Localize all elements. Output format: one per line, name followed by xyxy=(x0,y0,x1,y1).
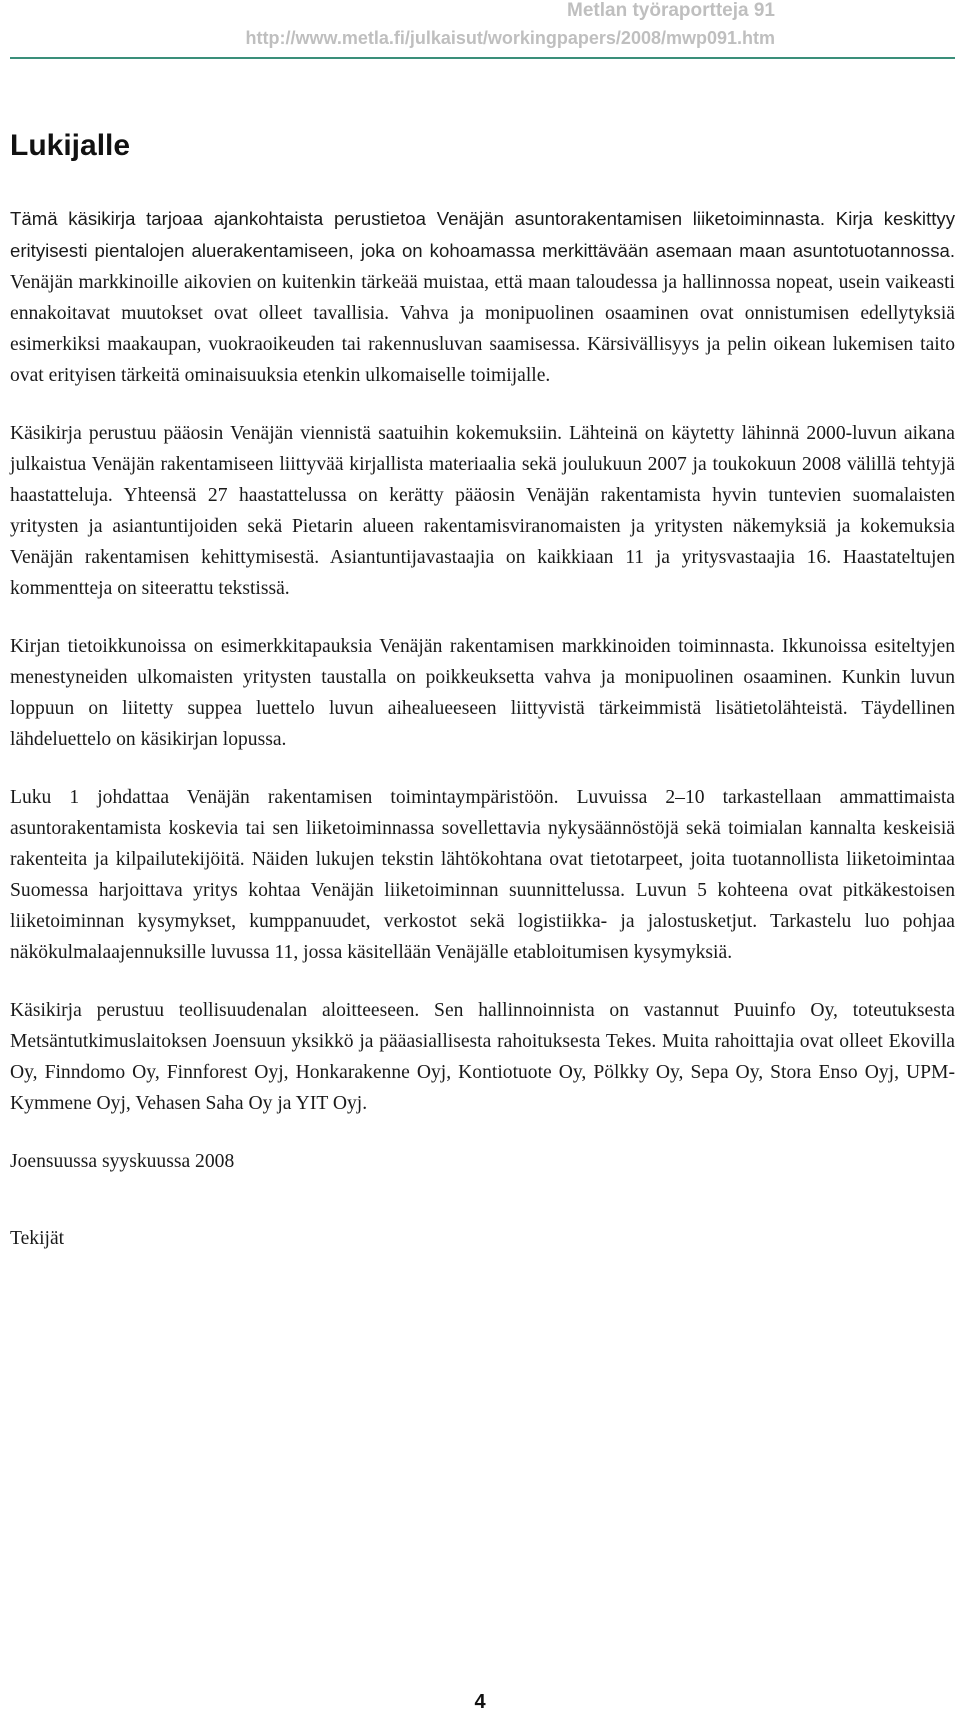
paragraph-sources: Käsikirja perustuu pääosin Venäjän viennistä saatuihin kokemuksiin. Lähteinä on käytetty lähinnä 2000-luvun aikana julkaistua Venäjän rakentamiseen liittyvää kirjallista materiaalia sekä joulukuun 2007 ja toukokuun 2008 välillä tehtyjä haastatteluja. Yhteensä 27 haastattelussa on kerätty pääosin Venäjän rakentamista hyvin tuntevien suomalaisten yritysten ja asiantuntijoiden sekä Pietarin alueen rakentamisviranomaisten ja yritysten näkemyksiä ja kokemuksia Venäjän rakentamisen kehittymisestä. Asiantuntijavastaajia on kaikkiaan 11 ja yritysvastaajia 16. Haastateltujen kommentteja on siteerattu tekstissä. xyxy=(10,423,955,599)
paragraph-intro xyxy=(10,203,955,391)
paragraph-chapters: Luku 1 johdattaa Venäjän rakentamisen toimintaympäristöön. Luvuissa 2–10 tarkastellaan ammattimaista asuntorakentamista koskevia tai sen liiketoiminnassa sovellettavia nykysäännöstöjä sekä toimialan kannalta keskeisiä rakenteita ja kilpailutekijöitä. Näiden lukujen tekstin lähtökohtana ovat tietotarpeet, joita tuotannollista liiketoimintaa Suomessa harjoittava yritys kohtaa Venäjän liiketoiminnan suunnittelussa. Luvun 5 kohteena ovat pitkäkestoisen liiketoiminnan kysymykset, kumppanuudet, verkostot sekä logistiikka- ja jalostusketjut. Tarkastelu luo pohjaa näkökulmalaajennuksille luvussa 11, jossa käsitellään Venäjälle etabloitumisen kysymyksiä. xyxy=(10,787,955,963)
paragraph-funding: Käsikirja perustuu teollisuudenalan aloitteeseen. Sen hallinnoinnista on vastannut Puuinfo Oy, toteutuksesta Metsäntutkimuslaitoksen Joensuun yksikkö ja pääasiallisesta rahoituksesta Tekes. Muita rahoittajia ovat olleet Ekovilla Oy, Finndomo Oy, Finnforest Oyj, Honkarakenne Oyj, Kontiotuote Oy, Pölkky Oy, Sepa Oy, Stora Enso Oyj, UPM-Kymmene Oyj, Vehasen Saha Oy ja YIT Oyj. xyxy=(10,1000,955,1114)
page-header xyxy=(0,0,960,60)
paragraph-intro-lead: Tämä käsikirja tarjoaa ajankohtaista perustietoa Venäjän asuntorakentamisen liiketoiminnasta. Kirja keskittyy erityisesti pientalojen aluerakentamiseen, joka on kohoamassa merkittävään asemaan maan asuntotuotannossa. xyxy=(10,208,955,261)
header-divider xyxy=(10,57,955,59)
publication-url[interactable]: http://www.metla.fi/julkaisut/workingpapers/2008/mwp091.htm xyxy=(245,28,775,48)
page-number: 4 xyxy=(474,1691,486,1713)
signoff-authors: Tekijät xyxy=(10,1228,65,1249)
body-text xyxy=(10,203,955,1300)
paragraph-intro-text: Venäjän markkinoille aikovien on kuitenkin tärkeää muistaa, että maan taloudessa ja hallinnossa nopeat, usein vaikeasti ennakoitavat muutokset ovat olleet tavallisia. Vahva ja monipuolinen osaaminen ovat onnistumisen edellytyksiä esimerkiksi maakaupan, vuokraoikeuden tai rakennusluvan saamisessa. Kärsivällisyys ja pelin oikean lukemisen taito ovat erityisen tärkeitä ominaisuuksia etenkin ulkomaiselle toimijalle. xyxy=(10,272,955,386)
signoff-place-date: Joensuussa syyskuussa 2008 xyxy=(10,1151,235,1172)
series-title: Metlan työraportteja 91 xyxy=(567,0,775,21)
paragraph-info-windows: Kirjan tietoikkunoissa on esimerkkitapauksia Venäjän rakentamisen markkinoiden toiminnasta. Ikkunoissa esiteltyjen menestyneiden ulkomaisten yritysten taustalla on poikkeuksetta vahva ja monipuolinen osaaminen. Kunkin luvun loppuun on liitetty suppea luettelo luvun aihealueeseen liittyvistä tärkeimmistä lisätietolähteistä. Täydellinen lähdeluettelo on käsikirjan lopussa. xyxy=(10,636,955,750)
page-title: Lukijalle xyxy=(10,129,131,162)
